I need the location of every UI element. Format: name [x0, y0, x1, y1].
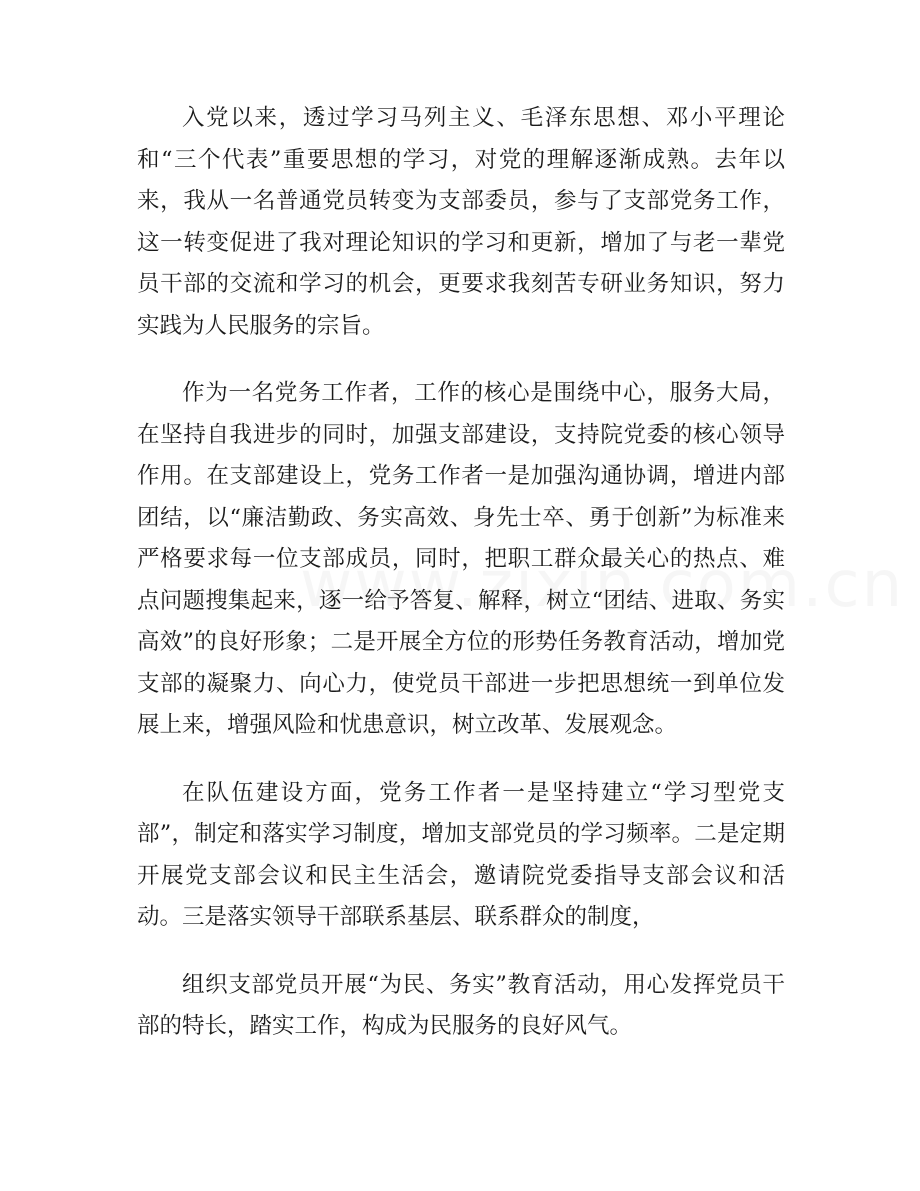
paragraph-3: 在队伍建设方面，党务工作者一是坚持建立“学习型党支部”，制定和落实学习制度，增加支部党员的学习频率。二是定期开展党支部会议和民主生活会，邀请院党委指导支部会议和活动。三是落实领导干部联系基层、联系群众的制度，: [137, 779, 785, 930]
paragraph-4: 组织支部党员开展“为民、务实”教育活动，用心发挥党员干部的特长，踏实工作，构成为民服务的良好风气。: [137, 971, 785, 1039]
paragraph-1: 入党以来，透过学习马列主义、毛泽东思想、邓小平理论和“三个代表”重要思想的学习，对党的理解逐渐成熟。去年以来，我从一名普通党员转变为支部委员，参与了支部党务工作，这一转变促进了我对理论知识的学习和更新，增加了与老一辈党员干部的交流和学习的机会，更要求我刻苦专研业务知识，努力实践为人民服务的宗旨。: [137, 105, 785, 339]
paragraph-2: 作为一名党务工作者，工作的核心是围绕中心，服务大局，在坚持自我进步的同时，加强支部建设，支持院党委的核心领导作用。在支部建设上，党务工作者一是加强沟通协调，增进内部团结，以“廉洁勤政、务实高效、身先士卒、勇于创新”为标准来严格要求每一位支部成员，同时，把职工群众最关心的热点、难点问题搜集起来，逐一给予答复、解释，树立“团结、进取、务实高效”的良好形象；二是开展全方位的形势任务教育活动，增加党支部的凝聚力、向心力，使党员干部进一步把思想统一到单位发展上来，增强风险和忧患意识，树立改革、发展观念。: [137, 380, 785, 738]
document-body: [137, 98, 785, 1048]
